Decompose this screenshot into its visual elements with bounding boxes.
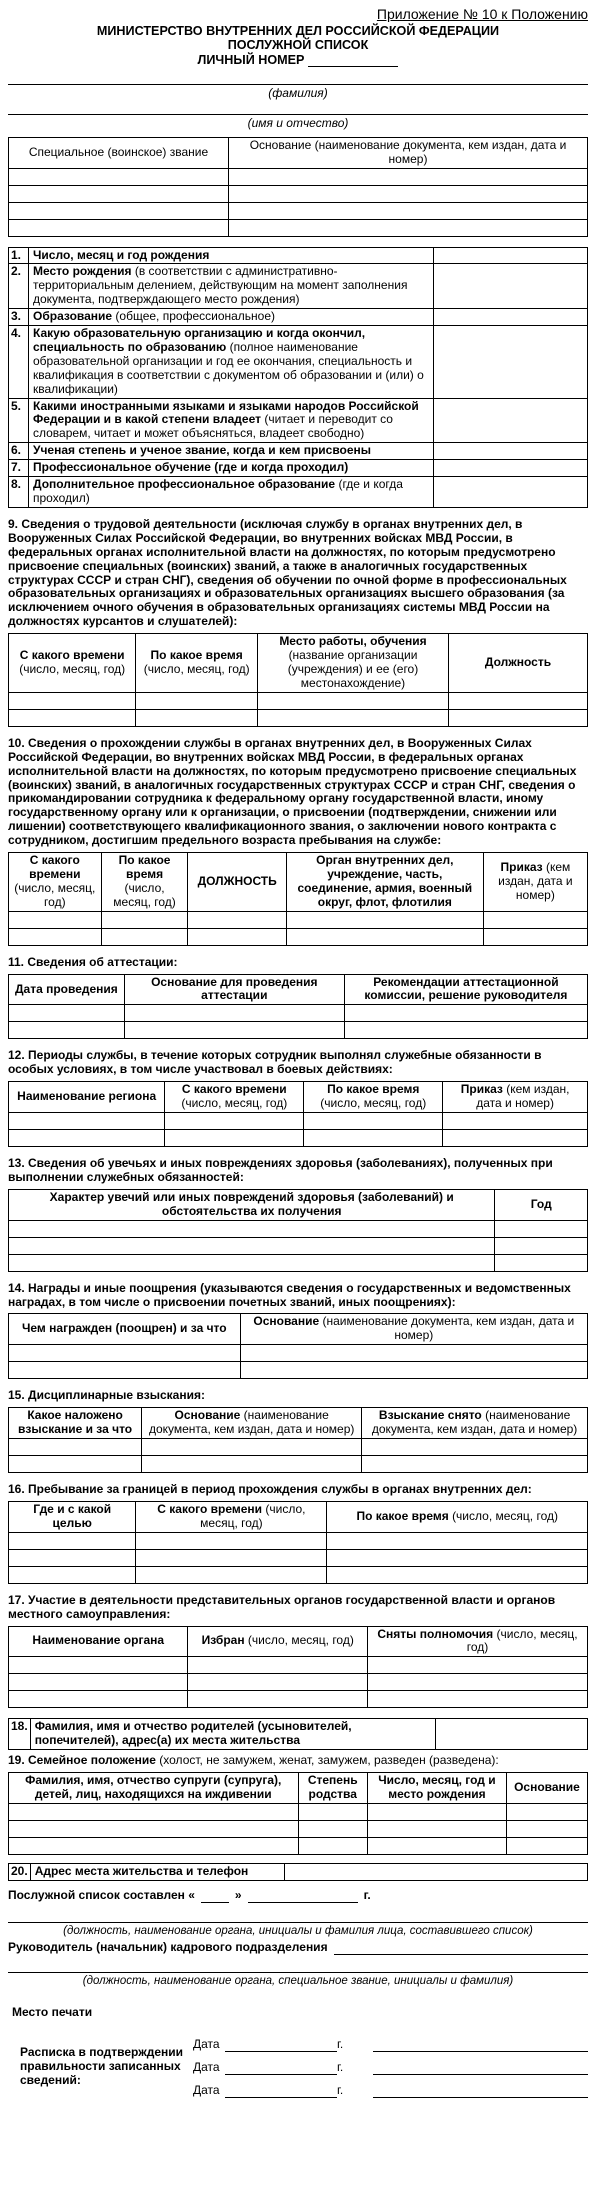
- item-value[interactable]: [434, 477, 588, 508]
- item-value[interactable]: [434, 309, 588, 326]
- table-cell[interactable]: [9, 1130, 165, 1147]
- section-13-title: 13. Сведения об увечьях и иных повреждениях здоровья (заболеваниях), полученных при выполнении служебных обязанностей:: [8, 1156, 553, 1184]
- item-label-note: (в соответствии с административно-территориальным делением, действующим на момент заполнения документа, подтверждающего место рождения): [33, 264, 408, 307]
- item-label-bold: Какую образовательную организацию и когда окончил, специальность по образованию: [33, 326, 366, 354]
- item-label: [29, 477, 434, 508]
- s20-value[interactable]: [285, 1863, 588, 1880]
- list-item: [9, 326, 588, 399]
- table-cell[interactable]: [327, 1532, 588, 1549]
- table-cell[interactable]: [9, 1803, 299, 1820]
- section-9-table: [8, 633, 588, 727]
- list-item: [9, 247, 588, 264]
- stamp-place: Место печати: [12, 2005, 93, 2020]
- item-label-note: (общее, профессиональное): [112, 309, 276, 324]
- item-label: [29, 264, 434, 309]
- receipt-block: [8, 2038, 588, 2107]
- section-14-title: 14. Награды и иные поощрения (указываются сведения о государственных и ведомственных наградах, в том числе о присвоении почетных званий, иных поощрениях):: [8, 1280, 571, 1309]
- table-cell[interactable]: [136, 1566, 327, 1583]
- table-cell[interactable]: [9, 1362, 241, 1379]
- s11-col-recommendation: Рекомендации аттестационной комиссии, решение руководителя: [344, 974, 587, 1005]
- list-item: [9, 264, 588, 309]
- s14-col-basis: Основание (наименование документа, кем издан, дата и номер): [240, 1314, 587, 1345]
- item-label-bold: Ученая степень и ученое звание, когда и кем присвоены: [33, 443, 372, 458]
- receipt-date-row: [193, 2061, 588, 2075]
- item-label-bold: Какими иностранными языками и языками народов Российской Федерации и в какой степени владеет: [33, 398, 419, 427]
- date-field[interactable]: [225, 2085, 337, 2098]
- rank-col-basis: Основание (наименование документа, кем издан, дата и номер): [229, 137, 588, 168]
- table-cell[interactable]: [101, 928, 188, 945]
- year-suffix: г.: [337, 2060, 344, 2075]
- item-value[interactable]: [434, 326, 588, 399]
- section-9-title: 9. Сведения о трудовой деятельности (исключая службу в органах внутренних дел, в Вооруженных Силах Российской Федерации, во внутренних войсках МВД России, в федеральных органах исполнительной власти на должностях, по которым предусмотрено присвоение специальных (воинских) званий, а также в аналогичных государственных структурах СССР и стран СНГ), сведения об обучении по очной форме в профессиональных образовательных организациях и образовательных организациях высшего образования (за исключением очного обучения в образовательных организациях системы МВД России на должностях курсантов и слушателей):: [8, 516, 567, 629]
- table-cell[interactable]: [9, 168, 229, 185]
- table-cell[interactable]: [367, 1657, 587, 1674]
- signature-field[interactable]: [373, 2062, 588, 2075]
- head-label: Руководитель (начальник) кадрового подразделения: [8, 1940, 328, 1954]
- s9-col-to: По какое время (число, месяц, год): [136, 634, 258, 693]
- s12-col-to: По какое время (число, месяц, год): [304, 1082, 443, 1113]
- item-label: [29, 398, 434, 443]
- personal-number-row: [8, 53, 588, 67]
- item-label-note: (читает и переводит со словарем, читает и может объясняться, владеет свободно): [33, 412, 393, 441]
- table-cell[interactable]: [136, 1532, 327, 1549]
- s10-col-order: Приказ (кем издан, дата и номер): [483, 853, 587, 912]
- s17-col-terminated: Сняты полномочия (число, месяц, год): [367, 1626, 587, 1657]
- item-number: 5.: [9, 398, 29, 443]
- item-number: 2.: [9, 264, 29, 309]
- table-cell[interactable]: [443, 1113, 588, 1130]
- table-cell[interactable]: [9, 1345, 241, 1362]
- table-cell[interactable]: [9, 1237, 495, 1254]
- table-cell[interactable]: [9, 1022, 125, 1039]
- table-cell[interactable]: [9, 1549, 136, 1566]
- year-suffix: г.: [337, 2082, 344, 2097]
- table-cell[interactable]: [9, 1566, 136, 1583]
- s16-col-from: С какого времени (число, месяц, год): [136, 1501, 327, 1532]
- s13-col-injury: Характер увечий или иных повреждений здоровья (заболеваний) и обстоятельства их получения: [9, 1189, 495, 1220]
- surname-field[interactable]: [8, 67, 588, 85]
- section-12-title: 12. Периоды службы, в течение которых сотрудник выполнял служебные обязанности в особых условиях, в том числе участвовал в боевых действиях:: [8, 1048, 542, 1077]
- table-cell[interactable]: [9, 202, 229, 219]
- table-cell[interactable]: [9, 1254, 495, 1271]
- item-number: 3.: [9, 309, 29, 326]
- rank-table: [8, 137, 588, 237]
- s9-col-place: Место работы, обучения (название организации (учреждения) и ее (его) местонахождение): [257, 634, 448, 693]
- signature-field[interactable]: [373, 2039, 588, 2052]
- list-item: [9, 398, 588, 443]
- item-value[interactable]: [434, 247, 588, 264]
- table-cell[interactable]: [229, 219, 588, 236]
- section-18-table: [8, 1718, 588, 1750]
- section-10-title: 10. Сведения о прохождении службы в органах внутренних дел, в Вооруженных Силах Российской Федерации, во внутренних войсках МВД России, в федеральных органах исполнительной власти на должностях, по которым предусмотрено присвоение специальных (воинских) званий, в аналогичных государственных структурах СССР и стран СНГ, сведения о прикомандировании сотрудника к федеральному органу государственной власти, иному государственному органу или к организации, о присвоении (подтверждении, снижении или лишении) соответствующего квалификационного звания, о заключении нового контракта с сотрудником, достигшим предельного возраста пребывания на службе:: [8, 735, 577, 848]
- s19-col-birth: Число, месяц, год и место рождения: [367, 1773, 506, 1804]
- section-17-table: [8, 1626, 588, 1709]
- s12-col-region: Наименование региона: [9, 1082, 165, 1113]
- s12-col-order: Приказ (кем издан, дата и номер): [443, 1082, 588, 1113]
- signature-field[interactable]: [373, 2085, 588, 2098]
- table-cell[interactable]: [367, 1820, 506, 1837]
- table-cell[interactable]: [136, 1549, 327, 1566]
- composed-label: Послужной список составлен «: [8, 1887, 195, 1902]
- s9-col-position: Должность: [449, 634, 588, 693]
- section-15-title: 15. Дисциплинарные взыскания:: [8, 1388, 205, 1403]
- table-cell[interactable]: [483, 928, 587, 945]
- table-cell[interactable]: [362, 1438, 588, 1455]
- table-cell[interactable]: [327, 1549, 588, 1566]
- section-19-title: 19. Семейное положение (холост, не замужем, женат, замужем, разведен (разведена):: [8, 1753, 499, 1768]
- head-row: [8, 1941, 588, 1955]
- table-cell[interactable]: [9, 1005, 125, 1022]
- table-cell[interactable]: [495, 1237, 588, 1254]
- section-20-table: [8, 1863, 588, 1881]
- table-cell[interactable]: [506, 1837, 587, 1854]
- table-cell[interactable]: [229, 202, 588, 219]
- s11-col-date: Дата проведения: [9, 974, 125, 1005]
- table-cell[interactable]: [483, 911, 587, 928]
- table-cell[interactable]: [9, 1455, 142, 1472]
- section-16-table: [8, 1501, 588, 1584]
- composed-row: [8, 1889, 588, 1903]
- item-value[interactable]: [434, 443, 588, 460]
- table-cell[interactable]: [9, 1837, 299, 1854]
- appendix-note: Приложение № 10 к Положению: [376, 6, 588, 22]
- list-item: [9, 460, 588, 477]
- section-16-title: 16. Пребывание за границей в период прохождения службы в органах внутренних дел:: [8, 1481, 532, 1496]
- date-field[interactable]: [225, 2039, 337, 2052]
- s9-col-from: С какого времени (число, месяц, год): [9, 634, 136, 693]
- table-cell[interactable]: [506, 1803, 587, 1820]
- section-14-table: [8, 1313, 588, 1379]
- s19-col-relation: Степень родства: [298, 1773, 367, 1804]
- table-cell[interactable]: [9, 911, 102, 928]
- table-cell[interactable]: [304, 1130, 443, 1147]
- head-field[interactable]: [334, 1942, 588, 1955]
- date-field[interactable]: [225, 2062, 337, 2075]
- item-label-bold: Число, месяц и год рождения: [33, 247, 210, 262]
- section-12-table: [8, 1081, 588, 1147]
- table-cell[interactable]: [298, 1820, 367, 1837]
- table-cell[interactable]: [142, 1455, 362, 1472]
- s19-col-name: Фамилия, имя, отчество супруги (супруга), детей, лиц, находящихся на иждивении: [9, 1773, 299, 1804]
- table-cell[interactable]: [240, 1345, 587, 1362]
- s17-col-elected: Избран (число, месяц, год): [188, 1626, 367, 1657]
- table-cell[interactable]: [9, 185, 229, 202]
- item-number: 8.: [9, 477, 29, 508]
- head-caption: (должность, наименование органа, специальное звание, инициалы и фамилия): [82, 1974, 514, 1987]
- item-number: 1.: [9, 247, 29, 264]
- table-cell[interactable]: [495, 1254, 588, 1271]
- s18-value[interactable]: [435, 1719, 587, 1750]
- table-cell[interactable]: [9, 1691, 188, 1708]
- table-cell[interactable]: [9, 709, 136, 726]
- table-cell[interactable]: [298, 1803, 367, 1820]
- name-caption: (имя и отчество): [247, 115, 349, 130]
- table-cell[interactable]: [188, 911, 286, 928]
- item-label: [29, 309, 434, 326]
- table-cell[interactable]: [9, 692, 136, 709]
- table-cell[interactable]: [367, 1674, 587, 1691]
- item-label: [29, 326, 434, 399]
- table-cell[interactable]: [9, 1532, 136, 1549]
- composer-caption: (должность, наименование органа, инициалы и фамилия лица, составившего список): [63, 1924, 533, 1937]
- item-value[interactable]: [434, 264, 588, 309]
- table-cell[interactable]: [362, 1455, 588, 1472]
- s15-col-removed: Взыскание снято (наименование документа, кем издан, дата и номер): [362, 1408, 588, 1439]
- table-cell[interactable]: [506, 1820, 587, 1837]
- table-cell[interactable]: [367, 1837, 506, 1854]
- personal-info-table: [8, 247, 588, 508]
- personal-number-label: ЛИЧНЫЙ НОМЕР: [197, 52, 305, 67]
- section-13-table: [8, 1189, 588, 1272]
- personal-number-field[interactable]: [308, 55, 398, 67]
- table-cell[interactable]: [136, 692, 258, 709]
- item-label: [29, 443, 434, 460]
- section-11-title: 11. Сведения об аттестации:: [8, 954, 178, 969]
- table-cell[interactable]: [257, 692, 448, 709]
- table-cell[interactable]: [188, 1674, 367, 1691]
- section-19-table: [8, 1772, 588, 1855]
- s10-col-body: Орган внутренних дел, учреждение, часть, соединение, армия, военный округ, флот, флотилия: [286, 853, 483, 912]
- table-cell[interactable]: [327, 1566, 588, 1583]
- composer-field[interactable]: [8, 1913, 588, 1923]
- item-number: 4.: [9, 326, 29, 399]
- document-title: ПОСЛУЖНОЙ СПИСОК: [227, 38, 369, 53]
- date-label: Дата: [193, 2037, 220, 2052]
- ministry-title: МИНИСТЕРСТВО ВНУТРЕННИХ ДЕЛ РОССИЙСКОЙ ФЕДЕРАЦИИ: [96, 24, 500, 39]
- section-17-title: 17. Участие в деятельности представительных органов государственной власти и органов местного самоуправления:: [8, 1592, 556, 1621]
- item-label-note: (где и когда проходил): [33, 477, 403, 506]
- list-item: [9, 477, 588, 508]
- s20-label: Адрес места жительства и телефон: [30, 1863, 285, 1880]
- receipt-dates: [193, 2038, 588, 2107]
- table-cell[interactable]: [101, 911, 188, 928]
- composed-year-suffix: г.: [363, 1887, 371, 1902]
- list-item: [9, 443, 588, 460]
- table-cell[interactable]: [9, 219, 229, 236]
- item-number: 6.: [9, 443, 29, 460]
- s17-col-body: Наименование органа: [9, 1626, 188, 1657]
- table-cell[interactable]: [9, 1438, 142, 1455]
- s15-col-penalty: Какое наложено взыскание и за что: [9, 1408, 142, 1439]
- table-cell[interactable]: [240, 1362, 587, 1379]
- s19-col-basis: Основание: [506, 1773, 587, 1804]
- s16-col-where: Где и с какой целью: [9, 1501, 136, 1532]
- item-label-note: (полное наименование образовательной организации и год ее окончания, специальность и квалификация в соответствии с документом об образовании и (или) о квалификации): [33, 339, 424, 396]
- item-label: [29, 460, 434, 477]
- item-label-bold: Профессиональное обучение (где и когда проходил): [33, 460, 349, 475]
- table-cell[interactable]: [229, 185, 588, 202]
- date-label: Дата: [193, 2060, 220, 2075]
- surname-caption: (фамилия): [268, 85, 328, 100]
- list-item: [9, 309, 588, 326]
- table-cell[interactable]: [229, 168, 588, 185]
- section-11-table: [8, 974, 588, 1040]
- table-cell[interactable]: [9, 1657, 188, 1674]
- table-cell[interactable]: [298, 1837, 367, 1854]
- item-value[interactable]: [434, 460, 588, 477]
- s12-col-from: С какого времени (число, месяц, год): [165, 1082, 304, 1113]
- receipt-label: Расписка в подтверждении правильности записанных сведений:: [20, 2045, 183, 2087]
- table-cell[interactable]: [286, 911, 483, 928]
- table-cell[interactable]: [304, 1113, 443, 1130]
- item-value[interactable]: [434, 398, 588, 443]
- table-cell[interactable]: [257, 709, 448, 726]
- item-number: 7.: [9, 460, 29, 477]
- table-cell[interactable]: [367, 1803, 506, 1820]
- table-cell[interactable]: [142, 1438, 362, 1455]
- section-10-table: [8, 852, 588, 946]
- table-cell[interactable]: [124, 1022, 344, 1039]
- s11-col-basis: Основание для проведения аттестации: [124, 974, 344, 1005]
- composed-quote: »: [234, 1887, 242, 1902]
- item-label-bold: Образование: [33, 309, 113, 324]
- table-cell[interactable]: [449, 709, 588, 726]
- table-cell[interactable]: [367, 1691, 587, 1708]
- table-cell[interactable]: [124, 1005, 344, 1022]
- table-cell[interactable]: [165, 1130, 304, 1147]
- table-cell[interactable]: [9, 1220, 495, 1237]
- table-cell[interactable]: [449, 692, 588, 709]
- s14-col-award: Чем награжден (поощрен) и за что: [9, 1314, 241, 1345]
- s20-number: 20.: [9, 1863, 31, 1880]
- composed-day[interactable]: [201, 1890, 229, 1903]
- receipt-date-row: [193, 2038, 588, 2052]
- section-15-table: [8, 1407, 588, 1473]
- head-field-2[interactable]: [8, 1963, 588, 1973]
- item-label-bold: Дополнительное профессиональное образование: [33, 477, 336, 492]
- table-cell[interactable]: [165, 1113, 304, 1130]
- composed-month[interactable]: [248, 1890, 358, 1903]
- table-cell[interactable]: [188, 928, 286, 945]
- rank-col-title: Специальное (воинское) звание: [9, 137, 229, 168]
- item-label: [29, 247, 434, 264]
- table-cell[interactable]: [344, 1005, 587, 1022]
- s18-number: 18.: [9, 1719, 31, 1750]
- name-field[interactable]: [8, 101, 588, 115]
- table-cell[interactable]: [9, 1820, 299, 1837]
- table-cell[interactable]: [188, 1691, 367, 1708]
- table-cell[interactable]: [9, 1674, 188, 1691]
- table-cell[interactable]: [495, 1220, 588, 1237]
- table-cell[interactable]: [188, 1657, 367, 1674]
- table-cell[interactable]: [286, 928, 483, 945]
- date-label: Дата: [193, 2082, 220, 2097]
- receipt-date-row: [193, 2084, 588, 2098]
- s16-col-to: По какое время (число, месяц, год): [327, 1501, 588, 1532]
- s13-col-year: Год: [495, 1189, 588, 1220]
- table-cell[interactable]: [443, 1130, 588, 1147]
- s15-col-basis: Основание (наименование документа, кем издан, дата и номер): [142, 1408, 362, 1439]
- table-cell[interactable]: [9, 1113, 165, 1130]
- year-suffix: г.: [337, 2037, 344, 2052]
- table-cell[interactable]: [344, 1022, 587, 1039]
- s18-label: Фамилия, имя и отчество родителей (усыновителей, попечителей), адрес(а) их места жительства: [30, 1719, 435, 1750]
- table-cell[interactable]: [136, 709, 258, 726]
- s10-col-from: С какого времени (число, месяц, год): [9, 853, 102, 912]
- table-cell[interactable]: [9, 928, 102, 945]
- s10-col-position: ДОЛЖНОСТЬ: [188, 853, 286, 912]
- item-label-bold: Место рождения: [33, 264, 132, 279]
- s10-col-to: По какое время (число, месяц, год): [101, 853, 188, 912]
